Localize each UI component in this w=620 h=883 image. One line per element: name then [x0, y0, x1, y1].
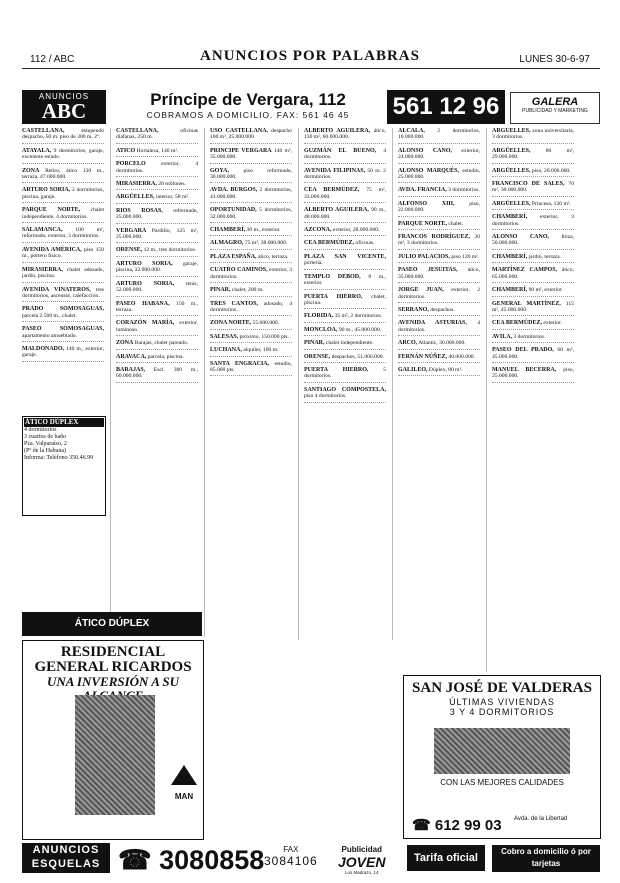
classified-ad: PRINCIPE VERGARA 140 m², 35.000.000.	[210, 148, 292, 164]
page-number: 112 / ABC	[30, 54, 75, 65]
valderas-phone: ☎ 612 99 03	[412, 817, 502, 834]
classified-ad: AVENIDA FILIPINAS, 50 m. 2 dormitorios.	[304, 168, 386, 184]
classified-ad: JULIO PALACIOS, piso 120 m².	[398, 254, 480, 263]
classified-ad: ALBERTO AGUILERA, 90 m., 48.000.000.	[304, 207, 386, 223]
classified-ad: MONCLOA, 90 m., 45.000.000.	[304, 327, 386, 336]
classified-ad: SALESAS, próximo, 150.000 pts.	[210, 334, 292, 343]
office-address: Príncipe de Vergara, 112 COBRAMOS A DOMICILIO. FAX: 561 46 45	[146, 90, 350, 120]
classified-ad: CUATRO CAMINOS, exterior, 3 dormitorios.	[210, 267, 292, 283]
classified-ad: ARTURO SORIA, garaje, piscina, 32.000.000.	[116, 261, 198, 277]
classified-ad: CHAMBERÍ, jardín, terraza.	[492, 254, 574, 263]
duplex-ad: ÁTICO DÚPLEX 4 dormitorios 3 cuartos de baño Pza. Valparaíso, 2 (Pº de la Habana) Informa: Teléfono 350.46.99	[22, 416, 106, 516]
classified-ad: OPORTUNIDAD, 5 dormitorios, 32.000.000.	[210, 207, 292, 223]
esquelas-box: ANUNCIOS ESQUELAS	[22, 843, 110, 873]
duplex-line: 4 dormitorios	[24, 427, 57, 433]
residencial-ad	[22, 640, 204, 840]
classified-ad: ALMAGRO, 75 m², 38.000.000.	[210, 240, 292, 249]
classified-ad: PASEO DEL PRADO, 60 m², 45.000.000.	[492, 347, 574, 363]
residencial-banner: ÁTICO DÚPLEX	[22, 612, 202, 636]
valderas-building-photo	[434, 728, 570, 774]
ad-column-2	[116, 128, 198, 387]
classified-ad: PASEO SOMOSAGUAS, apartamento amueblado.	[22, 326, 104, 342]
classified-ad: ALFONSO XIII, piso, 22.000.000.	[398, 201, 480, 217]
classified-ad: GALILEO, Dúplex, 80 m².	[398, 367, 480, 376]
building-photo	[75, 695, 155, 815]
valderas-ad	[403, 675, 601, 839]
header-rule	[22, 68, 600, 69]
classified-ad: AVENIDA AMÉRICA, piso 150 m., portero físico.	[22, 247, 104, 263]
classified-ad: ZONA Barajas, chalet pareado.	[116, 340, 198, 349]
ad-column-5	[398, 128, 480, 380]
ad-column-6	[492, 128, 574, 387]
duplex-line: 3 cuartos de baño	[24, 434, 67, 440]
classified-ad: ARTURO SORIA, tenis, 52.000.000.	[116, 281, 198, 297]
footer-phone: ☎ 3080858	[118, 845, 265, 875]
classified-ad: CASTELLANA, estupendo despacho, 50 m. piso de 300 m. 2º.	[22, 128, 104, 144]
publicidad-joven: Publicidad JOVEN Los Madrazo, 14	[338, 845, 386, 875]
classified-ad: RIOS ROSAS, reformado, 25.000.000.	[116, 208, 198, 224]
classified-ad: SANTIAGO COMPOSTELA, piso 4 dormitorios.	[304, 387, 386, 403]
valderas-address: Avda. de la Libertad	[514, 816, 568, 822]
section-title: ANUNCIOS POR PALABRAS	[200, 48, 420, 64]
classified-ad: CASTELLANA, oficinas diáfanas, 250 m.	[116, 128, 198, 144]
classified-ad: USO CASTELLANA, despacho 100 m², 25.000.000.	[210, 128, 292, 144]
classified-ad: AVDA. FRANCIA, 3 dormitorios.	[398, 187, 480, 196]
cobro-box: Cobro a domicilio ó por tarjetas	[492, 845, 600, 872]
residencial-title: RESIDENCIAL GENERAL RICARDOS	[34, 644, 192, 675]
classified-ad: PINAR, chalet independiente.	[304, 340, 386, 349]
classified-ad: ARGÜELLES, 80 m², 29.000.000.	[492, 148, 574, 164]
ad-column-1	[22, 128, 104, 366]
classified-ad: MARTÍNEZ CAMPOS, ático, 65.000.000.	[492, 267, 574, 283]
column-divider	[486, 128, 487, 672]
classified-ad: MALDONADO, 140 m., exterior, garaje.	[22, 346, 104, 362]
classified-ad: PINAR, chalet, 200 m.	[210, 287, 292, 296]
classified-ad: CEA BERMÚDEZ, oficinas.	[304, 240, 386, 249]
classified-ad: FLORIDA, 35 m², 2 dormitorios.	[304, 313, 386, 322]
classified-ad: CORAZÓN MARÍA, exterior, luminoso.	[116, 320, 198, 336]
classified-ad: ALBERTO AGUILERA, ático, 130 m², 60.000.000.	[304, 128, 386, 144]
classified-ad: MIRASIERRA, chalet adosado, jardín, piscina.	[22, 267, 104, 283]
contact-phone: 561 12 96	[387, 90, 505, 124]
classified-ad: AVDA. BURGOS, 2 dormitorios, 43.000.000.	[210, 187, 292, 203]
classified-ad: PARQUE NORTE, chalet independiente, 4 dormitorios.	[22, 207, 104, 223]
classified-ad: TEMPLO DEBOD, 8 m., exterior.	[304, 274, 386, 290]
classified-ad: ORENSE, despachos, 51.000.000.	[304, 354, 386, 363]
top-banner	[22, 90, 600, 124]
residencial-slogan: UNA INVERSIÓN A SU	[46, 674, 180, 689]
classified-ad: CEA BERMÚDEZ, 75 m², 33.000.000.	[304, 187, 386, 203]
classified-ad: PLAZA SAN VICENTE, portería.	[304, 254, 386, 270]
column-divider	[392, 128, 393, 640]
classified-ad: AVENIDA ASTURIAS, 4 dormitorios.	[398, 320, 480, 336]
classified-ad: ATICO Hortaleza, 140 m².	[116, 148, 198, 157]
classified-ad: ALONSO CANO, exterior, 24.000.000.	[398, 148, 480, 164]
ad-column-4	[304, 128, 386, 407]
classified-ad: CHAMBERÍ, exterior, 3 dormitorios.	[492, 214, 574, 230]
classified-ad: ARTURO SORIA, 2 dormitorios, piscina, garaje.	[22, 187, 104, 203]
classified-ad: ORENSE, 12 m., tres dormitorios.	[116, 247, 198, 256]
ad-column-3	[210, 128, 292, 380]
classified-ad: JORGE JUAN, exterior, 2 dormitorios.	[398, 287, 480, 303]
abc-logo: ANUNCIOS ABC	[22, 90, 106, 124]
classified-ad: PARQUE NORTE, chalet.	[398, 221, 480, 230]
classified-ad: ARAVACA, parcela, piscina.	[116, 354, 198, 363]
classified-ad: GUZMÁN EL BUENO, 4 dormitorios.	[304, 148, 386, 164]
classified-ad: CHAMBERÍ, 90 m², exterior.	[492, 287, 574, 296]
man-logo-icon: MAN	[169, 763, 199, 795]
page-date: LUNES 30-6-97	[519, 54, 590, 65]
classified-ad: ARCO, Atlantic, 30.000.000.	[398, 340, 480, 349]
classified-ad: ZONA NORTE, 55.000.000.	[210, 320, 292, 329]
classified-ad: GENERAL MARTÍNEZ, 115 m², 45.000.000.	[492, 301, 574, 317]
classified-ad: ZONA Retiro, ático 130 m., terraza, 47.000.000.	[22, 168, 104, 184]
classified-ad: ARGÜELLES, piso, 28.000.000.	[492, 168, 574, 177]
galera-logo: GALERA PUBLICIDAD Y MARKETING	[510, 92, 600, 124]
classified-ad: ALCALÁ, 2 dormitorios, 18.000.000.	[398, 128, 480, 144]
classified-ad: FRANCOS RODRÍGUEZ, 30 m², 3 dormitorios.	[398, 234, 480, 250]
classified-ad: TRES CANTOS, adosado, 4 dormitorios.	[210, 301, 292, 317]
classified-ad: ALONSO CANO, Ibiza, 50.000.000.	[492, 234, 574, 250]
duplex-line: (Pº de la Habana)	[24, 448, 67, 454]
classified-ad: ARGÜELLES, Princesa, 120 m².	[492, 201, 574, 210]
classified-ad: PRADO SOMOSAGUAS, parcela 2.500 m., chalet.	[22, 306, 104, 322]
valderas-line2: 3 Y 4 DORMITORIOS	[449, 707, 555, 717]
tarifa-box: Tarifa oficial	[407, 845, 485, 871]
classified-ad: LUCHANA, alquiler, 100 m.	[210, 347, 292, 356]
classified-ad: AZCONA, exterior, 28.000.000.	[304, 227, 386, 236]
classified-ad: BARAJAS, Escl. 300 m., 60.000.000.	[116, 367, 198, 383]
duplex-line: Informa: Teléfono 350.46.99	[24, 455, 94, 461]
column-divider	[110, 128, 111, 612]
classified-ad: MANUEL BECERRA, piso, 25.000.000.	[492, 367, 574, 383]
footer-fax: FAX 3084106	[264, 845, 318, 868]
classified-ad: CEA BERMÚDEZ, exterior.	[492, 320, 574, 329]
valderas-line1: ÚLTIMAS VIVIENDAS	[449, 697, 555, 707]
classified-ad: FRANCISCO DE SALES, 70 m², 30.000.000.	[492, 181, 574, 197]
valderas-line3: CON LAS MEJORES CALIDADES	[440, 778, 564, 787]
classified-ad: PLAZA ESPAÑA, ático, terraza.	[210, 254, 292, 263]
classified-ad: ATAYALA, 9 dormitorios, garaje, excelente estado.	[22, 148, 104, 164]
classified-ad: PASEO HABANA, 150 m., terraza.	[116, 301, 198, 317]
classified-ad: ARGÜELLES, zona universitaria, 3 dormitorios.	[492, 128, 574, 144]
classified-ad: ALONSO MARQUÉS, estudio, 25.000.000.	[398, 168, 480, 184]
classified-ad: SALAMANCA, 100 m², reformado, exterior, 3 dormitorios.	[22, 227, 104, 243]
classified-ad: SANTA ENGRACIA, estudio, 85.000 pts.	[210, 361, 292, 377]
classified-ad: AVILA, 3 dormitorios.	[492, 334, 574, 343]
classified-ad: PASEO JESUITAS, ático, 35.000.000.	[398, 267, 480, 283]
column-divider	[298, 128, 299, 640]
classified-ad: MIRASIERRA, 20 millones.	[116, 181, 198, 190]
classified-ad: AVENIDA VINATEROS, tres dormitorios, ascensor, calefacción.	[22, 287, 104, 303]
classified-ad: SERRANO, despachos.	[398, 307, 480, 316]
valderas-title: SAN JOSÉ DE VALDERAS	[412, 680, 592, 696]
classified-ad: VERGARA Pardillo, 125 m², 25.000.000.	[116, 228, 198, 244]
footer-bar	[22, 843, 600, 875]
duplex-line: Pza. Valparaíso, 2	[24, 441, 67, 447]
classified-ad: FERNÁN NÚÑEZ, 40.000.000.	[398, 354, 480, 363]
classified-ad: ARGÜELLES, interior, 58 m².	[116, 194, 198, 203]
classified-ad: GOYA, piso reformado, 30.000.000.	[210, 168, 292, 184]
classified-ad: CHAMBERÍ, 30 m., exterior.	[210, 227, 292, 236]
column-divider	[204, 128, 205, 637]
classified-ad: PUERTA HIERRO, chalet, piscina.	[304, 294, 386, 310]
classified-ad: PORCELO exterior, 4 dormitorios.	[116, 161, 198, 177]
classified-ad: PUERTA HIERRO, 5 dormitorios.	[304, 367, 386, 383]
